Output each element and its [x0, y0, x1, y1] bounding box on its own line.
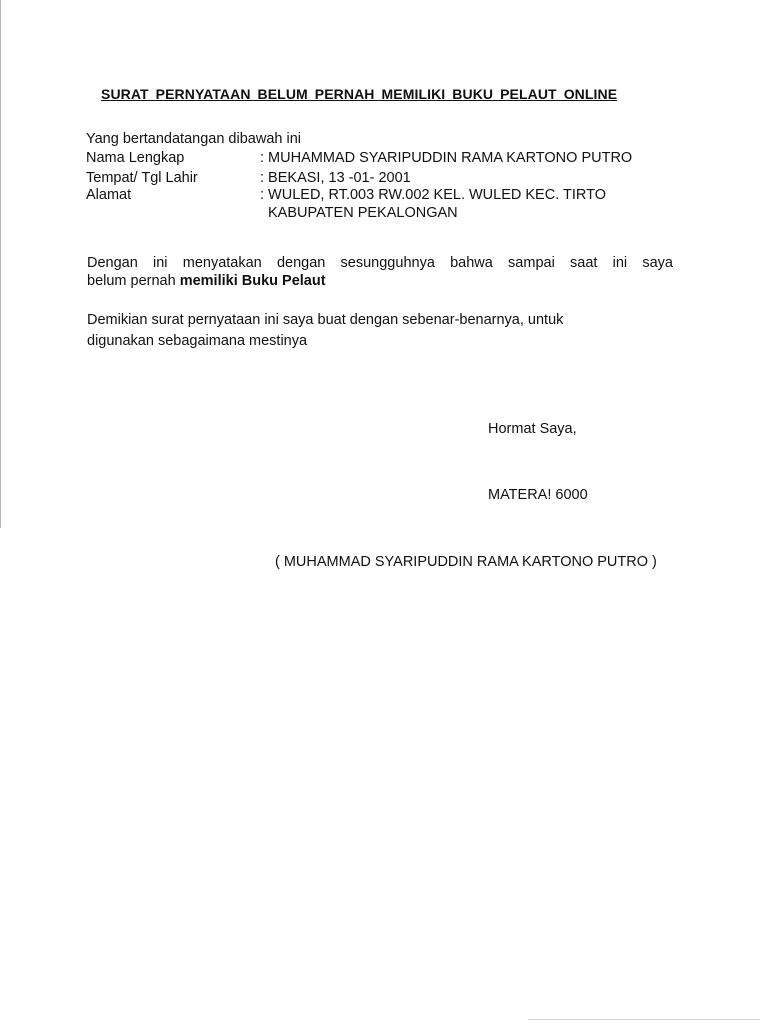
stamp-duty-text: MATERA! 6000 [488, 487, 588, 503]
statement-line-1: Dengan ini menyatakan dengan sesungguhnya bahwa sampai saat ini saya [87, 255, 673, 271]
page-bottom-rule [528, 1019, 760, 1020]
closing-paragraph-line-2: digunakan sebagaimana mestinya [87, 333, 308, 349]
statement-paragraph [87, 254, 673, 290]
statement-line-2 [87, 272, 673, 290]
field-value-address-line2: KABUPATEN PEKALONGAN [268, 205, 458, 221]
statement-line-2-bold: memiliki Buku Pelaut [179, 273, 326, 289]
document-title: SURAT PERNYATAAN BELUM PERNAH MEMILIKI BUKU PELAUT ONLINE [101, 86, 618, 102]
field-value-address: : WULED, RT.003 RW.002 KEL. WULED KEC. TIRTO [260, 187, 606, 203]
signer-name: ( MUHAMMAD SYARIPUDDIN RAMA KARTONO PUTRO ) [275, 554, 657, 570]
field-value-birth: : BEKASI, 13 -01- 2001 [260, 170, 411, 186]
field-label-name: Nama Lengkap [86, 150, 185, 166]
field-value-name: : MUHAMMAD SYARIPUDDIN RAMA KARTONO PUTRO [260, 150, 633, 166]
page-left-edge [0, 0, 1, 528]
closing-paragraph-line-1: Demikian surat pernyataan ini saya buat dengan sebenar-benarnya, untuk [87, 312, 564, 328]
intro-text: Yang bertandatangan dibawah ini [86, 131, 301, 147]
closing-paragraph [87, 311, 563, 350]
field-label-birth: Tempat/ Tgl Lahir [86, 170, 198, 186]
closing-salutation: Hormat Saya, [488, 421, 577, 437]
statement-line-2-prefix: belum pernah [87, 273, 180, 289]
field-label-address: Alamat [86, 187, 132, 203]
